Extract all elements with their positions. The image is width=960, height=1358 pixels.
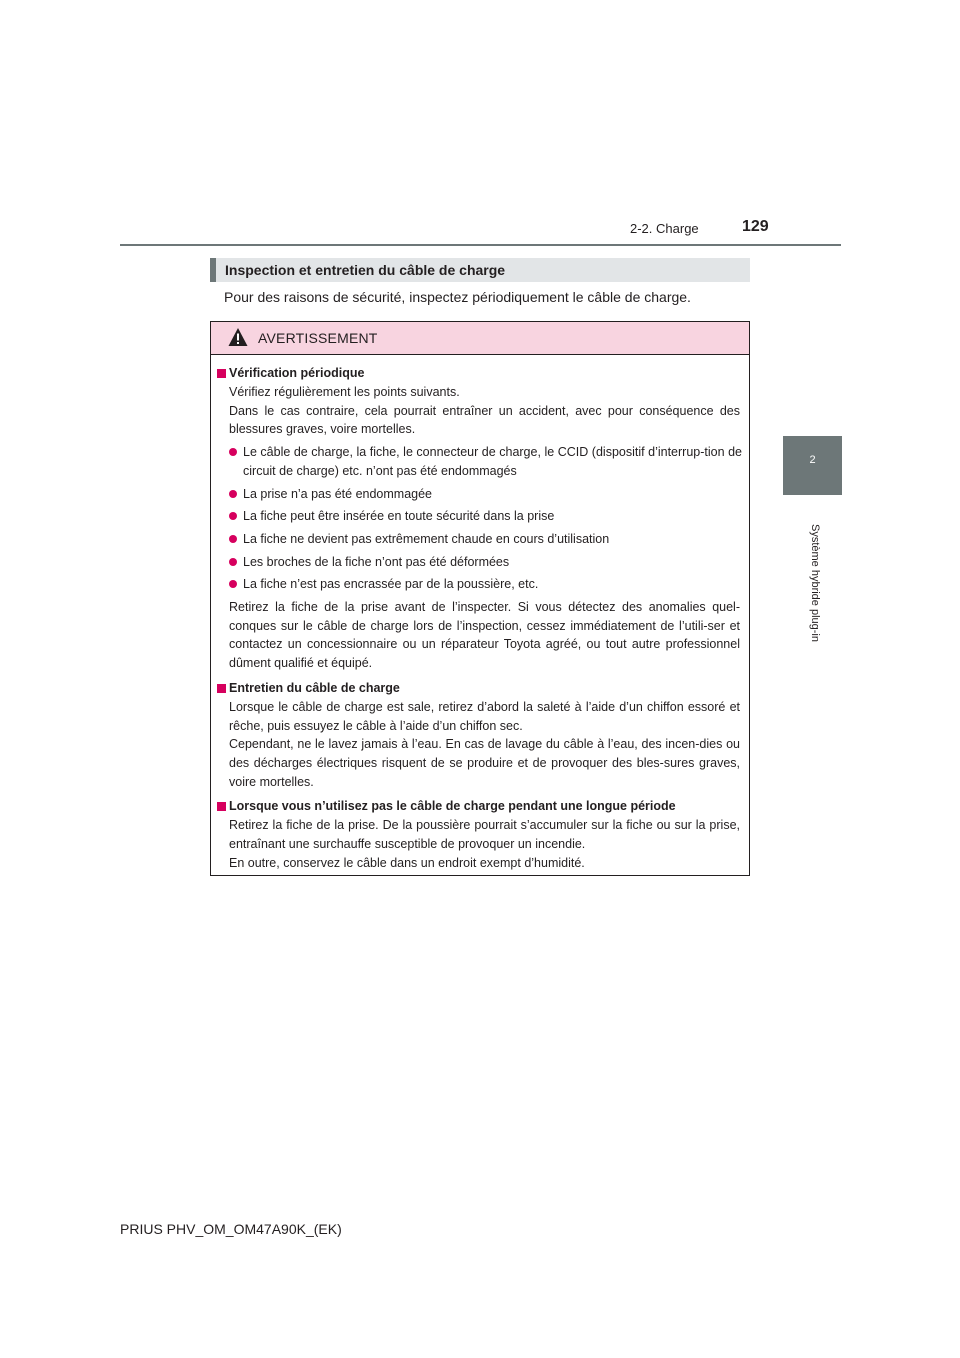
page-number: 129 <box>742 218 769 235</box>
bullet-list <box>211 443 749 594</box>
bullet-text: La fiche peut être insérée en toute sécurité dans la prise <box>243 509 555 524</box>
chapter-side-tab <box>783 436 842 495</box>
bullet-text: La prise n’a pas été endommagée <box>243 486 433 501</box>
section-heading-text: Inspection et entretien du câble de charge <box>225 262 506 278</box>
warning-item <box>211 797 749 872</box>
round-bullet-icon <box>229 512 237 520</box>
square-bullet-icon <box>217 369 226 378</box>
round-bullet-icon <box>229 580 237 588</box>
warning-triangle-icon <box>228 327 248 347</box>
bullet-text: Le câble de charge, la fiche, le connecteur de charge, le CCID (dispositif d’interrup-tion de circuit de charge) etc. n’ont pas été endommagés <box>243 445 742 478</box>
footer-doc-code: PRIUS PHV_OM_OM47A90K_(EK) <box>120 1221 342 1237</box>
warning-item-title <box>211 797 749 816</box>
item-spacer <box>211 791 749 795</box>
warning-header <box>211 322 749 355</box>
warning-item-title-text: Entretien du câble de charge <box>229 680 400 695</box>
warning-paragraph: Lorsque le câble de charge est sale, retirez d’abord la saleté à l’aide d’un chiffon essoré et rêche, puis essuyez le câble à l’aide d’un chiffon sec. Cependant, ne le lavez jamais à l’eau. En cas de lavage du câble à l’eau, des incen-dies ou des décharges électriques risquent de se produire et de provoquer des bles-sures graves, voire mortelles. <box>229 699 740 789</box>
section-heading <box>210 258 750 282</box>
header-section-title: 2-2. Charge <box>630 221 699 236</box>
square-bullet-icon <box>217 684 226 693</box>
round-bullet-icon <box>229 558 237 566</box>
bullet-item <box>211 507 749 526</box>
bullet-item <box>211 575 749 594</box>
bullet-item <box>211 443 749 480</box>
item-spacer <box>211 673 749 677</box>
bullet-item <box>211 485 749 504</box>
warning-item-title-text: Vérification périodique <box>229 366 365 380</box>
bullet-item <box>211 530 749 549</box>
square-bullet-icon <box>217 802 226 811</box>
bullet-text: La fiche ne devient pas extrêmement chaude en cours d’utilisation <box>243 531 610 546</box>
warning-title: AVERTISSEMENT <box>258 330 378 346</box>
warning-item-title <box>211 679 749 698</box>
warning-item <box>211 679 749 792</box>
chapter-side-label: Système hybride plug-in <box>809 523 821 642</box>
bullet-item <box>211 553 749 572</box>
header-rule <box>120 244 841 246</box>
bullet-text: Les broches de la fiche n’ont pas été déformées <box>243 554 510 569</box>
warning-item <box>211 364 749 673</box>
warning-body <box>211 362 749 876</box>
item-spacer <box>211 872 749 876</box>
round-bullet-icon <box>229 490 237 498</box>
round-bullet-icon <box>229 535 237 543</box>
chapter-number: 2 <box>809 454 816 466</box>
warning-paragraph: Vérifiez régulièrement les points suivants. Dans le cas contraire, cela pourrait entraîner un accident, avec pour conséquence des blessures graves, voire mortelles. <box>229 385 740 437</box>
warning-paragraph: Retirez la fiche de la prise avant de l’inspecter. Si vous détectez des anomalies quel-conques sur le câble de charge lors de l’inspection, cessez immédiatement de l’utili-ser et contactez un concessionnaire ou un réparateur Toyota agréé, ou tout autre professionnel dûment qualifié et équipé. <box>229 600 740 671</box>
warning-paragraph: Retirez la fiche de la prise. De la poussière pourrait s’accumuler sur la fiche ou sur la prise, entraînant une surchauffe susceptible de provoquer un incendie. En outre, conservez le câble dans un endroit exempt d’humidité. <box>229 818 740 870</box>
warning-item-title-text: Lorsque vous n’utilisez pas le câble de charge pendant une longue période <box>229 799 676 814</box>
bullet-text: La fiche n’est pas encrassée par de la poussière, etc. <box>243 577 539 592</box>
round-bullet-icon <box>229 448 237 456</box>
warning-box <box>210 321 750 876</box>
warning-item-title <box>211 364 749 383</box>
intro-text: Pour des raisons de sécurité, inspectez périodiquement le câble de charge. <box>224 289 691 305</box>
